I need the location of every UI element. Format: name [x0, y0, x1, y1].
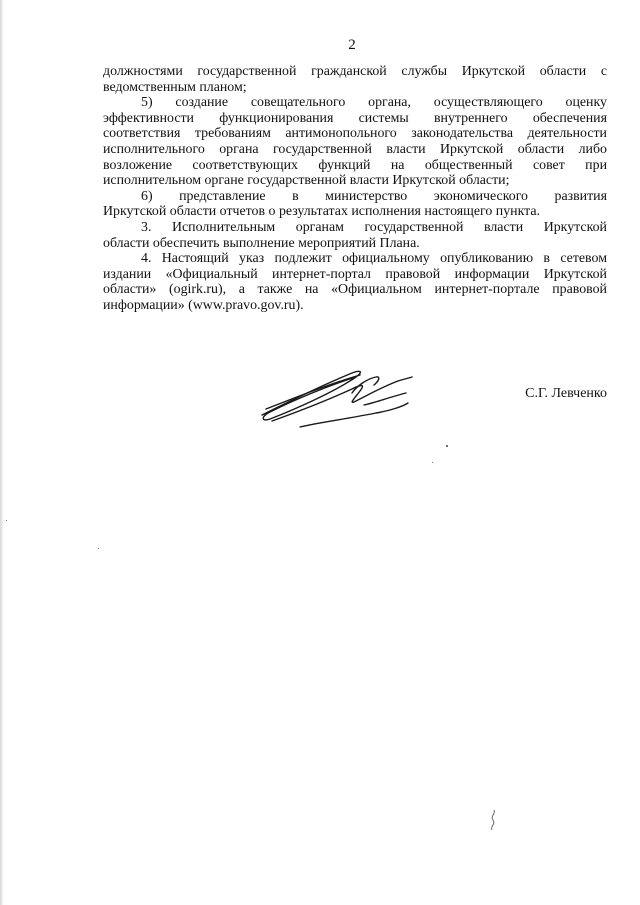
scan-edge	[0, 0, 3, 905]
scan-speck	[446, 445, 448, 447]
text-line: исполнительном органе государственной власти Иркутской области;	[103, 173, 510, 189]
text-line: 3. Исполнительным органам государственной власти Иркутской	[141, 219, 607, 235]
scan-speck	[98, 548, 99, 549]
text-line: соответствия требованиям антимонопольного законодательства деятельности	[103, 126, 607, 142]
text-line: информации» (www.pravo.gov.ru).	[103, 297, 304, 313]
text-line: области обеспечить выполнение мероприятий Плана.	[103, 235, 420, 251]
scan-mark	[486, 808, 500, 832]
page-number: 2	[348, 37, 356, 53]
text-line: издании «Официальный интернет-портал правовой информации Иркутской	[103, 266, 607, 282]
handwritten-signature	[256, 365, 416, 433]
text-line: ведомственным планом;	[103, 79, 247, 95]
scan-speck	[6, 520, 7, 521]
text-line: 6) представление в министерство экономического развития	[141, 188, 607, 204]
scan-speck	[432, 462, 433, 463]
text-line: должностями государственной гражданской службы Иркутской области с	[103, 64, 607, 79]
text-line: области» (ogirk.ru), а также на «Официальном интернет-портале правовой	[103, 282, 607, 298]
text-line: 4. Настоящий указ подлежит официальному опубликованию в сетевом	[141, 251, 607, 267]
text-line: 5) создание совещательного органа, осуществляющего оценку	[141, 95, 607, 111]
document-body	[103, 64, 607, 314]
text-line: Иркутской области отчетов о результатах исполнения настоящего пункта.	[103, 204, 541, 220]
text-line: исполнительного органа государственной власти Иркутской области либо	[103, 141, 607, 157]
text-line: эффективности функционирования системы внутреннего обеспечения	[103, 110, 607, 126]
text-line: возложение соответствующих функций на общественный совет при	[103, 157, 607, 173]
signer-name: С.Г. Левченко	[525, 386, 607, 401]
